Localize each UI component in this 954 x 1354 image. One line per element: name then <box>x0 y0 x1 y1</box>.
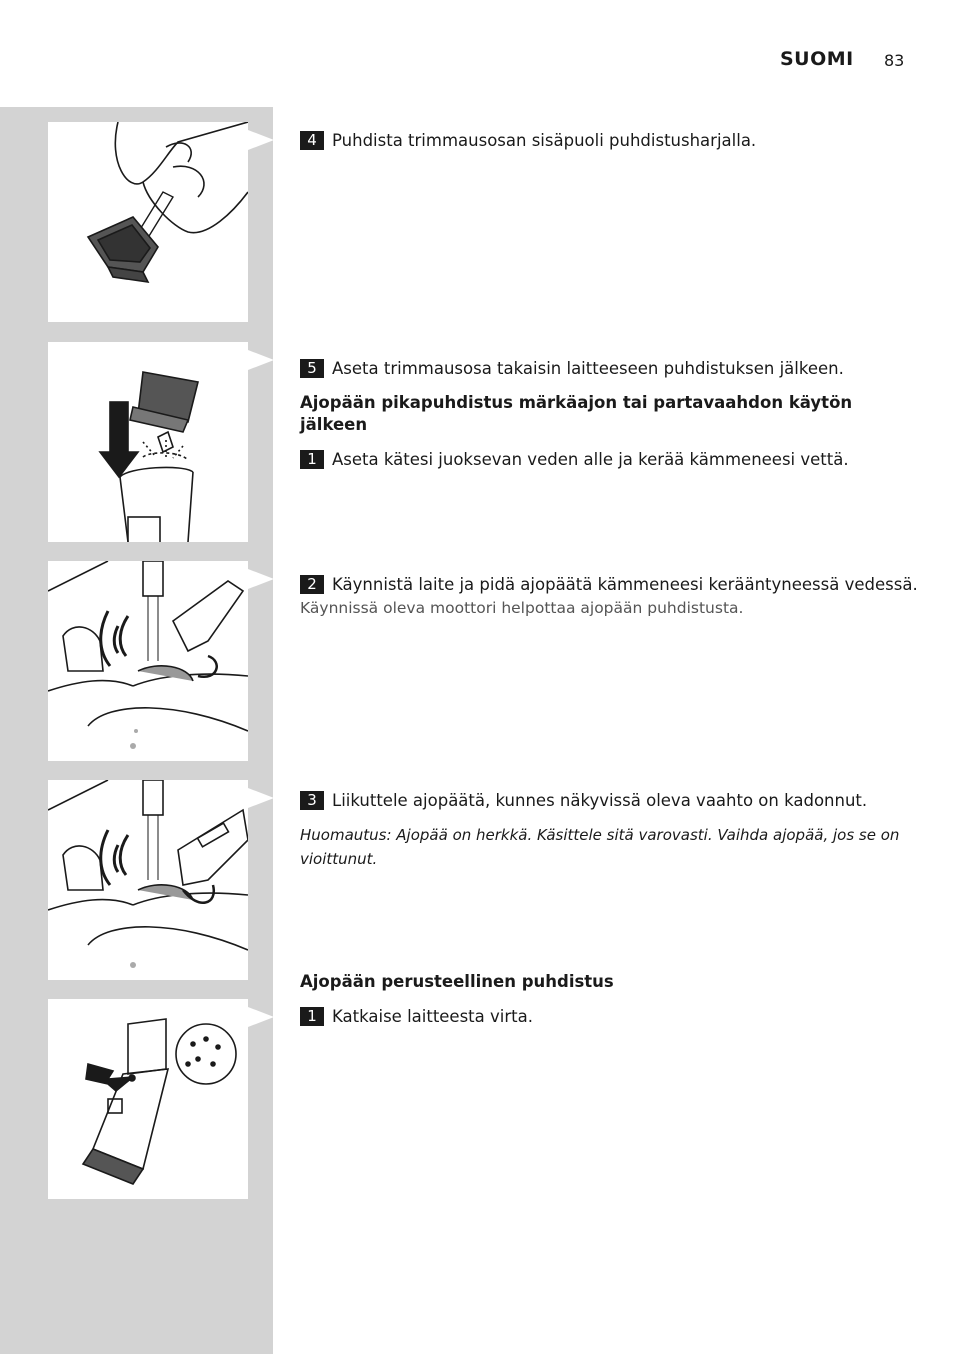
step-number: 1 <box>300 1007 324 1026</box>
illustration-rinse-palm <box>48 561 248 761</box>
language-label: SUOMI <box>780 48 854 70</box>
step-4 <box>300 130 920 152</box>
illustration-brush-cleaning <box>48 122 248 322</box>
quick-step-3 <box>300 790 920 812</box>
section-heading-thorough-clean: Ajopään perusteellinen puhdistus <box>300 972 614 991</box>
step-number: 3 <box>300 791 324 810</box>
step-number: 4 <box>300 131 324 150</box>
step-text: Liikuttele ajopäätä, kunnes näkyvissä oleva vaahto on kadonnut. <box>332 791 868 810</box>
page-number: 83 <box>884 51 905 70</box>
step-text: Aseta kätesi juoksevan veden alle ja kerää kämmeneesi vettä. <box>332 450 849 469</box>
step-number: 2 <box>300 575 324 594</box>
panel-pointer <box>248 350 274 370</box>
panel-pointer <box>248 1007 274 1027</box>
panel-pointer <box>248 569 274 589</box>
illustration-attach-trimmer <box>48 342 248 542</box>
panel-pointer <box>248 788 274 808</box>
panel-pointer <box>248 130 274 150</box>
step-text: Aseta trimmausosa takaisin laitteeseen puhdistuksen jälkeen. <box>332 359 844 378</box>
step-number: 5 <box>300 359 324 378</box>
step-text: Katkaise laitteesta virta. <box>332 1007 533 1026</box>
note-text: Huomautus: Ajopää on herkkä. Käsittele sitä varovasti. Vaihda ajopää, jos se on vioittunut. <box>300 826 900 868</box>
step-number: 1 <box>300 450 324 469</box>
quick-step-1 <box>300 449 920 471</box>
section-heading-quick-clean: Ajopään pikapuhdistus märkäajon tai partavaahdon käytön jälkeen <box>300 393 853 434</box>
step-2-subtext: Käynnissä oleva moottori helpottaa ajopään puhdistusta. <box>300 599 744 617</box>
step-5 <box>300 358 920 380</box>
step-text: Puhdista trimmausosan sisäpuoli puhdistusharjalla. <box>332 131 757 150</box>
quick-step-2 <box>300 574 920 596</box>
illustration-switch-off <box>48 999 248 1199</box>
thorough-step-1 <box>300 1006 920 1028</box>
illustration-move-head <box>48 780 248 980</box>
step-text: Käynnistä laite ja pidä ajopäätä kämmeneesi kerääntyneessä vedessä. <box>332 575 918 594</box>
